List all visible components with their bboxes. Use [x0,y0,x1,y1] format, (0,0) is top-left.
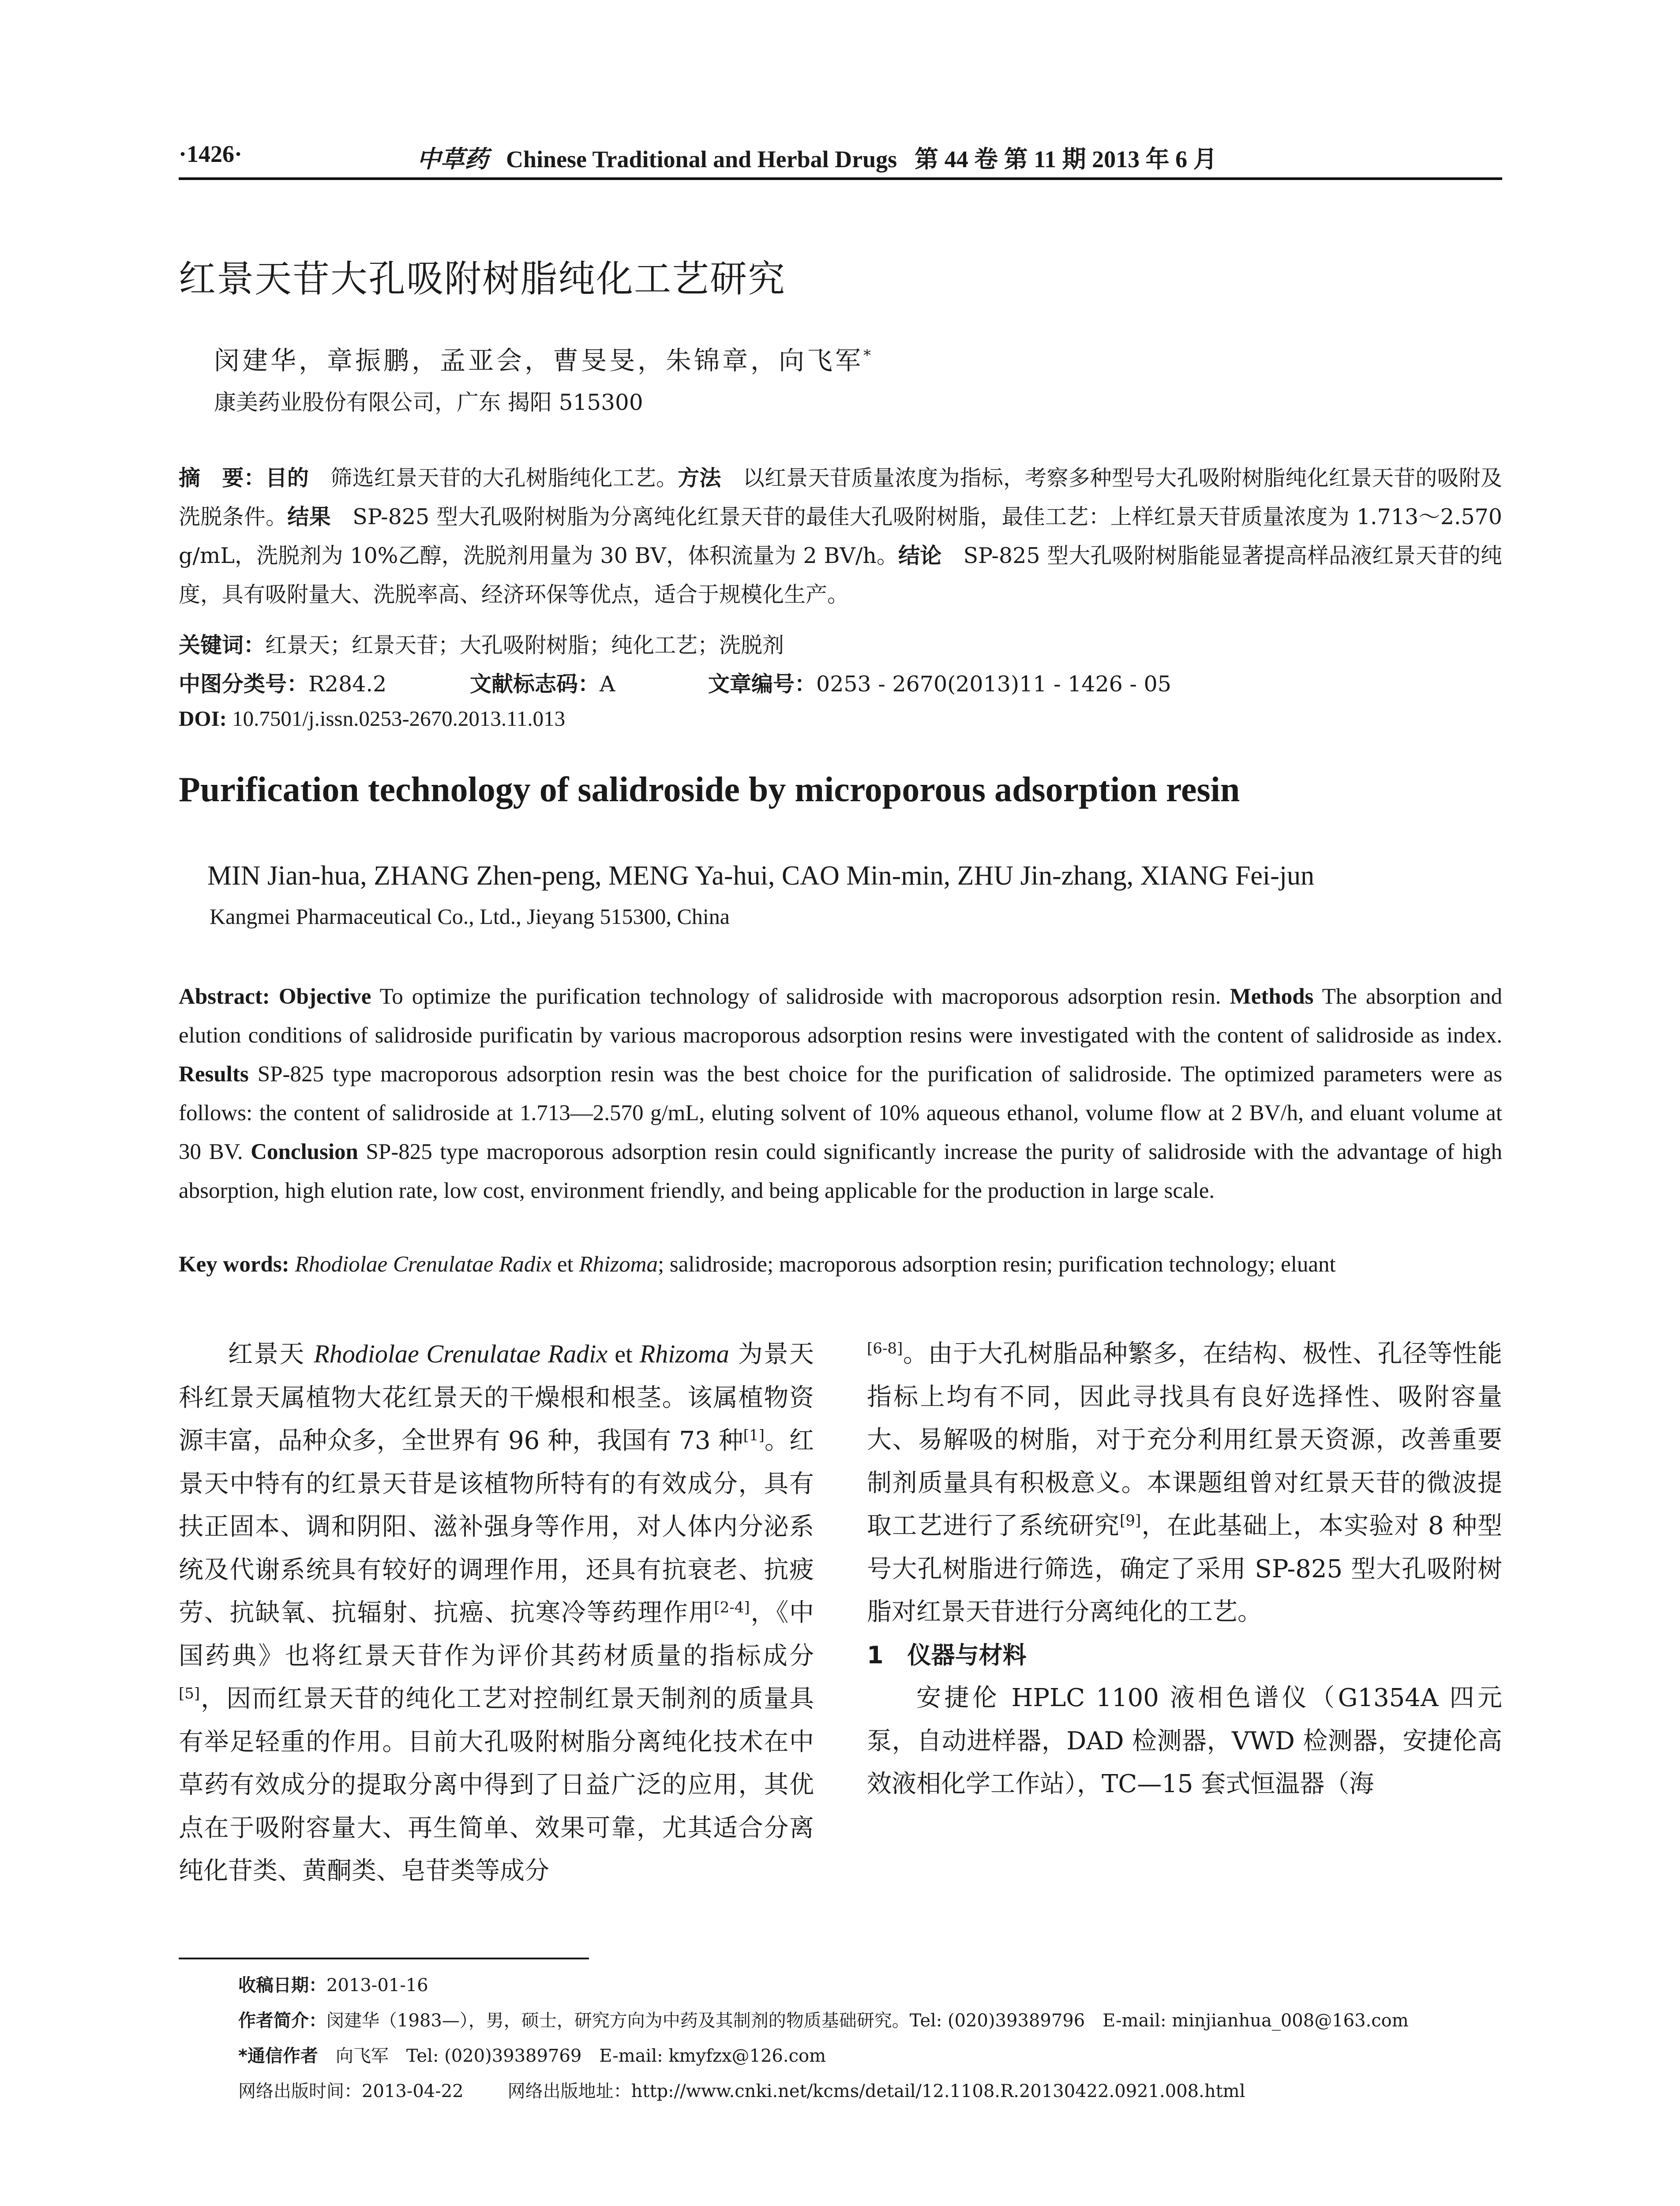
clc-item [179,667,386,698]
cn-methods-text: 以红景天苷质量浓度为指标，考察多种型号大孔吸附树脂纯化红景天苷的吸附及洗脱条件。 [179,465,1502,529]
author-info-label: 作者简介： [238,2011,326,2031]
citation-ref-1: [1] [743,1426,765,1444]
cn-objective-text: 筛选红景天苷的大孔树脂纯化工艺。 [309,465,678,491]
corresponding-label: *通信作者 [238,2046,318,2066]
doc-code-item [470,667,615,698]
en-authors: MIN Jian-hua, ZHANG Zhen-peng, MENG Ya-hui, CAO Min-min, ZHU Jin-zhang, XIANG Fei-jun [207,861,1314,891]
en-keywords-label: Key words: [179,1252,289,1277]
journal-title [417,140,1217,174]
footnote-online [238,2074,1518,2109]
en-results-text: SP-825 type macroporous adsorption resin was the best choice for the purification of salidroside. The optimized parameters were as follows: the content of salidroside at 1.713—2.570 g/mL, eluting solvent of 10% aqueous ethanol, volume flow at 2 BV/h, and eluant volume at 30 BV. [179,1062,1502,1164]
online-url-label: 网络出版地址： [507,2081,631,2101]
en-keywords [179,1252,1502,1277]
intro-text-f: 。由于大孔树脂品种繁多，在结构、极性、孔径等性能指标上均有不同，因此寻找具有良好选择性、吸附容量大、易解吸的树脂，对于充分利用红景天资源，改善重要制剂质量具有积极意义。本课题组曾对红景天苷的微波提取工艺进行了系统研究 [867,1339,1502,1540]
cn-abstract-label: 摘 要： [179,465,266,491]
footnotes [238,1968,1518,2109]
cn-conclusion-label: 结论 [898,543,942,568]
received-label: 收稿日期： [238,1975,326,1996]
cn-objective-label: 目的 [265,465,309,491]
en-methods-label: Methods [1230,984,1314,1009]
article-no-item [708,667,1171,698]
instruments-paragraph: 安捷伦 HPLC 1100 液相色谱仪（G1354A 四元泵，自动进样器，DAD 检测器，VWD 检测器，安捷伦高效液相化学工作站），TC—15 套式恒温器（海 [867,1684,1502,1798]
citation-ref-3: [5] [179,1685,200,1703]
intro-paragraph-part1 [179,1332,814,1893]
cn-author-list: 闵建华，章振鹏，孟亚会，曹旻旻，朱锦章，向飞军 [214,345,864,375]
cn-title: 红景天苷大孔吸附树脂纯化工艺研究 [179,257,786,300]
citation-ref-5: [9] [1120,1512,1141,1530]
cn-keywords [179,628,784,659]
header-rule [179,177,1502,180]
running-header [179,140,1502,171]
footnote-rule [179,1958,589,1959]
body-column-left [179,1332,814,1893]
intro-text-b: 为景天科红景天属植物大花红景天的干燥根和根茎。该属植物资源丰富，品种众多，全世界有 96 种，我国有 73 种 [179,1340,814,1455]
en-conclusion-text: SP-825 type macroporous adsorption resin could significantly increase the purity of salidroside with the advantage of high absorption, high elution rate, low cost, environment friendly, and being applicable for the production in large scale. [179,1140,1502,1203]
intro-text-d: ，《中国药典》也将红景天苷作为评价其药材质量的指标成分 [179,1598,814,1670]
doi-line [179,706,565,731]
online-time-label: 网络出版时间： [238,2081,362,2101]
en-results-label: Results [179,1062,249,1087]
en-keywords-et: et [551,1252,579,1277]
doi-value: 10.7501/j.issn.0253-2670.2013.11.013 [226,706,566,731]
intro-paragraph-part2 [867,1332,1502,1634]
doc-code-label: 文献标志码： [470,672,600,697]
intro-text-e: ，因而红景天苷的纯化工艺对控制红景天制剂的质量具有举足轻重的作用。目前大孔吸附树脂分离纯化技术在中草药有效成分的提取分离中得到了日益广泛的应用，其优点在于吸附容量大、再生简单、效果可靠，尤其适合分离纯化苷类、黄酮类、皂苷类等成分 [179,1685,814,1885]
en-affiliation: Kangmei Pharmaceutical Co., Ltd., Jieyang 515300, China [210,904,730,929]
en-keywords-italic: Rhodiolae Crenulatae Radix [289,1252,552,1277]
page-number: ·1426· [179,141,243,167]
footnote-author [238,2003,1518,2038]
cn-keywords-text: 红景天；红景天苷；大孔吸附树脂；纯化工艺；洗脱剂 [265,633,784,658]
latin-name-1: Rhodiolae Crenulatae Radix [314,1339,608,1368]
en-keywords-rest: ; salidroside; macroporous adsorption resin; purification technology; eluant [657,1252,1336,1277]
journal-title-en: Chinese Traditional and Herbal Drugs [506,146,897,173]
footnote-corresponding [238,2038,1518,2074]
en-keywords-italic2: Rhizoma [579,1252,658,1277]
cn-authors [214,340,874,377]
section-heading-1: 1 仪器与材料 [867,1641,1027,1669]
author-info: 闵建华（1983—），男，硕士，研究方向为中药及其制剂的物质基础研究。Tel: (020)39389796 E-mail: minjianhua_008@163.com [326,2011,1409,2031]
intro-text-a: 红景天 [228,1340,314,1369]
received-date: 2013-01-16 [326,1975,428,1996]
en-title: Purification technology of salidroside by microporous adsorption resin [179,770,1240,809]
cn-conclusion-text: SP-825 型大孔吸附树脂能显著提高样品液红景天苷的纯度，具有吸附量大、洗脱率高、经济环保等优点，适合于规模化生产。 [179,543,1502,607]
cn-classification-line [179,667,1502,698]
latin-name-2: Rhizoma [639,1339,729,1368]
clc-value: R284.2 [308,672,387,697]
clc-label: 中图分类号： [179,672,309,697]
body-column-right [867,1332,1502,1806]
corresponding-mark: * [863,346,874,364]
cn-affiliation: 康美药业股份有限公司，广东 揭阳 515300 [214,390,643,415]
volume-issue: 第 44 卷 第 11 期 2013 年 6 月 [915,146,1217,173]
article-no-value: 0253 - 2670(2013)11 - 1426 - 05 [816,672,1171,697]
cn-results-label: 结果 [287,504,331,529]
online-url[interactable]: http://www.cnki.net/kcms/detail/12.1108.R.20130422.0921.008.html [631,2081,1245,2101]
doi-label: DOI: [179,706,227,731]
footnote-received [238,1968,1518,2003]
cn-abstract [179,459,1502,614]
citation-ref-2: [2-4] [714,1598,750,1617]
cn-keywords-label: 关键词： [179,633,266,658]
article-no-label: 文章编号： [708,672,817,697]
citation-ref-4: [6-8] [867,1339,903,1358]
en-conclusion-label: Conclusion [251,1140,358,1164]
intro-text-c: 。红景天中特有的红景天苷是该植物所特有的有效成分，具有扶正固本、调和阴阳、滋补强身等作用，对人体内分泌系统及代谢系统具有较好的调理作用，还具有抗衰老、抗疲劳、抗缺氧、抗辐射、抗癌、抗寒冷等药理作用 [179,1426,814,1627]
doc-code-value: A [600,672,615,697]
en-objective-text: To optimize the purification technology of salidroside with macroporous adsorption resin. [371,984,1230,1009]
online-time: 2013-04-22 [362,2081,464,2101]
en-abstract-label: Abstract: Objective [179,984,371,1009]
cn-methods-label: 方法 [678,465,721,491]
corresponding-info: 向飞军 Tel: (020)39389769 E-mail: kmyfzx@126.com [318,2046,826,2066]
en-abstract [179,977,1502,1210]
journal-title-cn: 中草药 [417,145,488,173]
latin-et: et [608,1341,640,1368]
intro-text-g: ，在此基础上，本实验对 8 种型号大孔树脂进行筛选，确定了采用 SP-825 型大孔吸附树脂对红景天苷进行分离纯化的工艺。 [867,1512,1503,1626]
en-methods-text: The absorption and elution conditions of salidroside purificatin by various macroporous adsorption resins were investigated with the content of salidroside as index. [179,984,1503,1048]
cn-results-text: SP-825 型大孔吸附树脂为分离纯化红景天苷的最佳大孔吸附树脂，最佳工艺：上样红景天苷质量浓度为 1.713～2.570 g/mL，洗脱剂为 10%乙醇，洗脱剂用量为 30 BV，体积流量为 2 BV/h。 [179,504,1502,568]
